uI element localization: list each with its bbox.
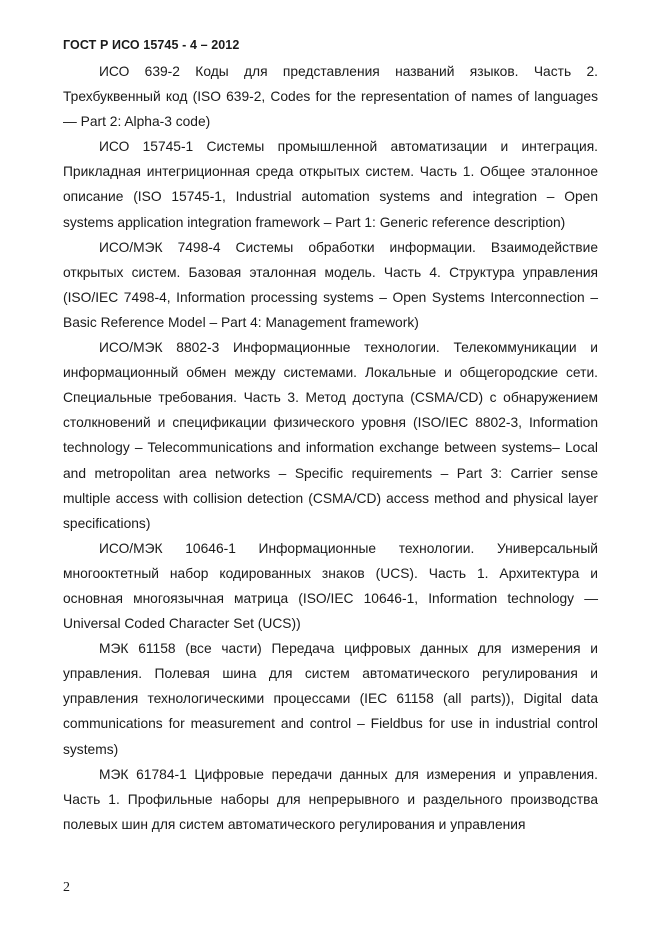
reference-paragraph: ИСО/МЭК 7498-4 Системы обработки информации. Взаимодействие открытых систем. Базовая эталонная модель. Часть 4. Структура управления (ISO/IEC 7498-4, Information processing systems – Open Systems Interconnection – Basic Reference Model – Part 4: Management framework) — [63, 239, 598, 330]
normative-references — [63, 59, 598, 837]
reference-paragraph: ИСО/МЭК 8802-3 Информационные технологии. Телекоммуникации и информационный обмен между системами. Локальные и общегородские сети. Специальные требования. Часть 3. Метод доступа (CSMA/CD) с обнаружением столкновений и спецификации физического уровня (ISO/IEC 8802-3, Information technology – Telecommunications and information exchange between systems– Local and metropolitan area networks – Specific requirements – Part 3: Carrier sense multiple access with collision detection (CSMA/CD) access method and physical layer specifications) — [63, 340, 598, 531]
reference-paragraph: МЭК 61784-1 Цифровые передачи данных для измерения и управления. Часть 1. Профильные наборы для непрерывного и раздельного производства полевых шин для систем автоматического регулирования и управления — [63, 766, 598, 832]
reference-paragraph: МЭК 61158 (все части) Передача цифровых данных для измерения и управления. Полевая шина для систем автоматического регулирования и управления технологическими процессами (IEC 61158 (all parts)), Digital data communications for measurement and control – Fieldbus for use in industrial control systems) — [63, 641, 598, 757]
reference-paragraph: ИСО/МЭК 10646-1 Информационные технологии. Универсальный многооктетный набор кодированных знаков (UCS). Часть 1. Архитектура и основная многоязычная матрица (ISO/IEC 10646-1, Information technology — Universal Coded Character Set (UCS)) — [63, 540, 598, 632]
reference-paragraph: ИСО 639-2 Коды для представления названий языков. Часть 2. Трехбуквенный код (ISO 639-2, Codes for the representation of names of languages — Part 2: Alpha-3 code) — [63, 64, 598, 130]
document-header: ГОСТ Р ИСО 15745 - 4 – 2012 — [63, 38, 240, 52]
page-number: 2 — [63, 880, 70, 895]
reference-paragraph: ИСО 15745-1 Системы промышленной автоматизации и интеграция. Прикладная интегриционная среда открытых систем. Часть 1. Общее эталонное описание (ISO 15745-1, Industrial automation systems and integration – Open systems application integration framework – Part 1: Generic reference description) — [63, 139, 598, 230]
